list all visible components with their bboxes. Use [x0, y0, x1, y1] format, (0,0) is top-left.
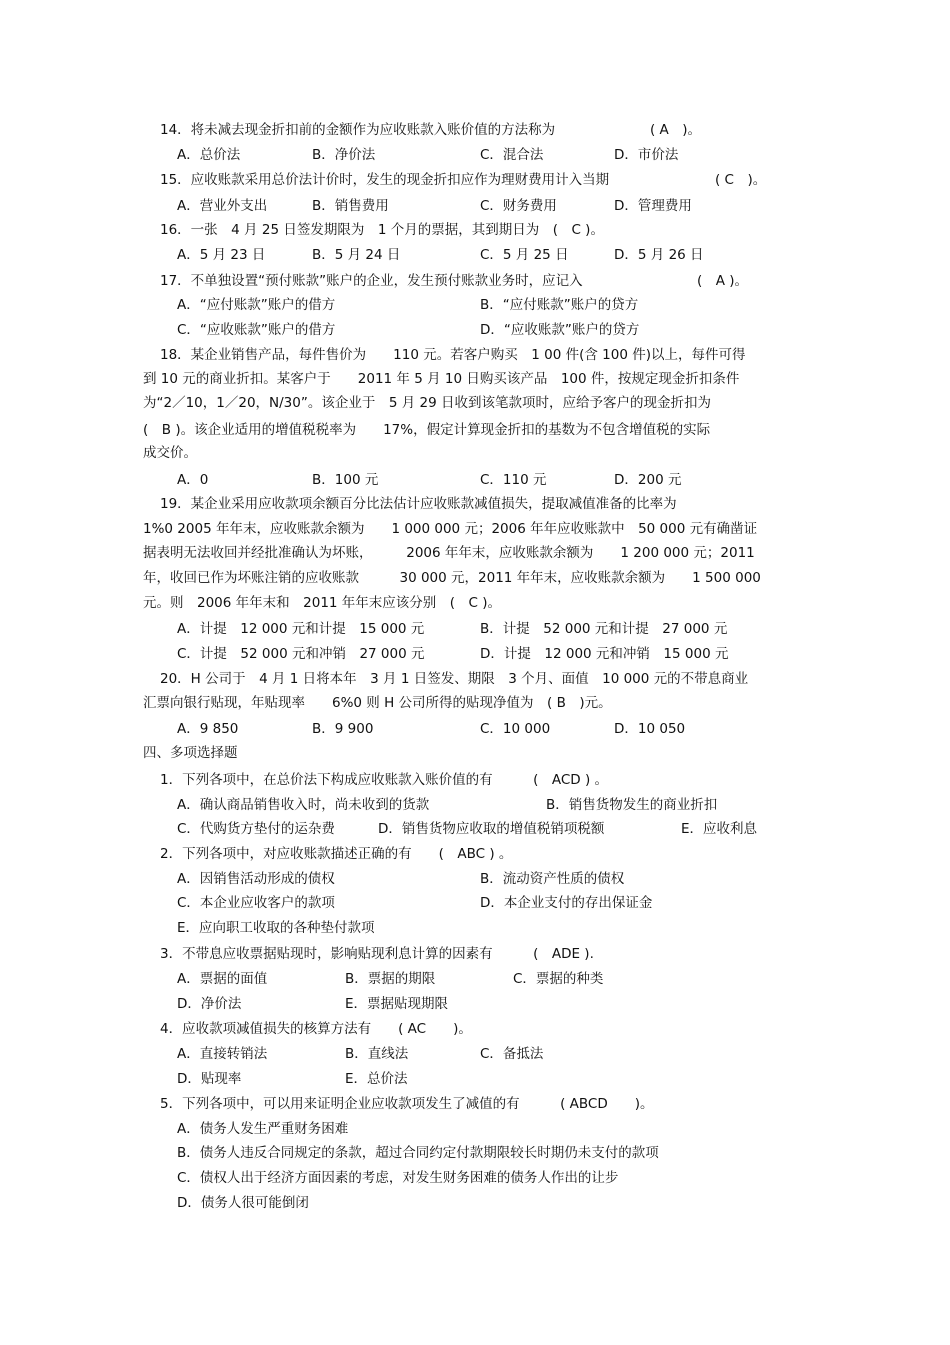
- multi-question-3-stem: 3．不带息应收票据贴现时，影响贴现利息计算的因素有 ( ADE ).: [160, 946, 594, 962]
- question-14-option-c: C．混合法: [480, 147, 544, 163]
- multi-question-2-option-c: C．本企业应收客户的款项: [177, 895, 335, 911]
- question-18-option-b: B．100 元: [312, 472, 379, 488]
- multi-question-4-option-a: A．直接转销法: [177, 1046, 268, 1062]
- multi-question-1-option-a: A．确认商品销售收入时，尚未收到的货款: [177, 797, 430, 813]
- question-14-stem: 14．将未减去现金折扣前的金额作为应收账款入账价值的方法称为: [160, 122, 556, 138]
- multi-question-5-option-d: D．债务人很可能倒闭: [177, 1195, 309, 1211]
- multi-question-3-option-e: E．票据贴现期限: [345, 996, 449, 1012]
- question-17-option-d: D．“应收账款”账户的贷方: [480, 322, 640, 338]
- question-18-option-d: D．200 元: [614, 472, 682, 488]
- multi-question-3-option-c: C．票据的种类: [513, 971, 604, 987]
- question-19-option-a: A．计提 12 000 元和计提 15 000 元: [177, 621, 425, 637]
- question-15-option-b: B．销售费用: [312, 198, 389, 214]
- multi-question-5-stem: 5．下列各项中，可以用来证明企业应收款项发生了减值的有 ( ABCD )。: [160, 1096, 654, 1112]
- question-19-line-5: 元。则 2006 年年末和 2011 年年末应该分别 ( C )。: [143, 595, 502, 611]
- multi-question-2-option-d: D．本企业支付的存出保证金: [480, 895, 653, 911]
- section-heading: 四、多项选择题: [143, 745, 238, 761]
- multi-question-5-option-a: A．债务人发生严重财务困难: [177, 1121, 349, 1137]
- question-20-option-d: D．10 050: [614, 721, 686, 737]
- question-18-option-a: A．0: [177, 472, 209, 488]
- question-14-option-b: B．净价法: [312, 147, 376, 163]
- question-14-option-a: A．总价法: [177, 147, 241, 163]
- question-19-line-1: 19．某企业采用应收款项余额百分比法估计应收账款减值损失，提取减值准备的比率为: [160, 496, 677, 512]
- question-19-line-2: 1%0 2005 年年末，应收账款余额为 1 000 000 元；2006 年年应收账款中 50 000 元有确凿证: [143, 521, 758, 537]
- multi-question-1-option-b: B．销售货物发生的商业折扣: [546, 797, 718, 813]
- question-19-line-3: 据表明无法收回并经批准确认为坏账， 2006 年年末，应收账款余额为 1 200 000 元；2011: [143, 545, 755, 561]
- multi-question-4-option-e: E．总价法: [345, 1071, 408, 1087]
- question-19-option-c: C．计提 52 000 元和冲销 27 000 元: [177, 646, 425, 662]
- question-18-line-4: ( B )。该企业适用的增值税税率为 17%，假定计算现金折扣的基数为不包含增值税的实际: [143, 422, 711, 438]
- question-19-option-b: B．计提 52 000 元和计提 27 000 元: [480, 621, 728, 637]
- question-17-option-c: C．“应收账款”账户的借方: [177, 322, 336, 338]
- question-20-line-2: 汇票向银行贴现，年贴现率 6%0 则 H 公司所得的贴现净值为 ( B )元。: [143, 695, 612, 711]
- question-15-option-d: D．管理费用: [614, 198, 692, 214]
- question-16-option-c: C．5 月 25 日: [480, 247, 569, 263]
- question-15-option-c: C．财务费用: [480, 198, 557, 214]
- question-18-option-c: C．110 元: [480, 472, 547, 488]
- multi-question-2-option-e: E．应向职工收取的各种垫付款项: [177, 920, 375, 936]
- question-17-option-a: A．“应付账款”账户的借方: [177, 297, 336, 313]
- question-18-line-3: 为“2／10，1／20，N/30”。该企业于 5 月 29 日收到该笔款项时，应给予客户的现金折扣为: [143, 395, 711, 411]
- question-18-line-2: 到 10 元的商业折扣。某客户于 2011 年 5 月 10 日购买该产品 100 件，按规定现金折扣条件: [143, 371, 740, 387]
- question-19-option-d: D．计提 12 000 元和冲销 15 000 元: [480, 646, 729, 662]
- question-15-answer: ( C )。: [715, 172, 767, 188]
- question-17-option-b: B．“应付账款”账户的贷方: [480, 297, 639, 313]
- question-20-option-c: C．10 000: [480, 721, 551, 737]
- question-17-stem: 17．不单独设置“预付账款”账户的企业，发生预付账款业务时，应记入: [160, 273, 583, 289]
- multi-question-2-stem: 2．下列各项中，对应收账款描述正确的有 ( ABC ) 。: [160, 846, 513, 862]
- multi-question-1-stem: 1．下列各项中，在总价法下构成应收账款入账价值的有 ( ACD ) 。: [160, 772, 609, 788]
- question-14-option-d: D．市价法: [614, 147, 679, 163]
- question-16-stem: 16．一张 4 月 25 日签发期限为 1 个月的票据，其到期日为 ( C )。: [160, 222, 604, 238]
- multi-question-5-option-c: C．债权人出于经济方面因素的考虑，对发生财务困难的债务人作出的让步: [177, 1170, 619, 1186]
- multi-question-5-option-b: B．债务人违反合同规定的条款，超过合同约定付款期限较长时期仍未支付的款项: [177, 1145, 659, 1161]
- question-20-line-1: 20．H 公司于 4 月 1 日将本年 3 月 1 日签发、期限 3 个月、面值 10 000 元的不带息商业: [160, 671, 749, 687]
- question-16-option-a: A．5 月 23 日: [177, 247, 266, 263]
- question-14-answer: ( A )。: [650, 122, 702, 138]
- multi-question-4-option-b: B．直线法: [345, 1046, 409, 1062]
- multi-question-3-option-a: A．票据的面值: [177, 971, 268, 987]
- multi-question-1-option-c: C．代购货方垫付的运杂费: [177, 821, 335, 837]
- multi-question-4-option-c: C．备抵法: [480, 1046, 544, 1062]
- question-15-option-a: A．营业外支出: [177, 198, 268, 214]
- multi-question-3-option-d: D．净价法: [177, 996, 242, 1012]
- question-15-stem: 15．应收账款采用总价法计价时，发生的现金折扣应作为理财费用计入当期: [160, 172, 610, 188]
- question-16-option-b: B．5 月 24 日: [312, 247, 401, 263]
- question-16-option-d: D．5 月 26 日: [614, 247, 704, 263]
- multi-question-3-option-b: B．票据的期限: [345, 971, 436, 987]
- multi-question-2-option-b: B．流动资产性质的债权: [480, 871, 625, 887]
- question-19-line-4: 年，收回已作为坏账注销的应收账款 30 000 元，2011 年年末，应收账款余额为 1 500 000: [143, 570, 761, 586]
- multi-question-4-stem: 4．应收款项减值损失的核算方法有 ( AC )。: [160, 1021, 472, 1037]
- multi-question-1-option-e: E．应收利息: [681, 821, 758, 837]
- multi-question-2-option-a: A．因销售活动形成的债权: [177, 871, 335, 887]
- question-18-line-5: 成交价。: [143, 445, 197, 461]
- question-20-option-b: B．9 900: [312, 721, 374, 737]
- multi-question-4-option-d: D．贴现率: [177, 1071, 242, 1087]
- question-18-line-1: 18．某企业销售产品，每件售价为 110 元。若客户购买 1 00 件(含 100 件)以上，每件可得: [160, 347, 746, 363]
- question-20-option-a: A．9 850: [177, 721, 239, 737]
- multi-question-1-option-d: D．销售货物应收取的增值税销项税额: [378, 821, 605, 837]
- question-17-answer: ( A )。: [697, 273, 749, 289]
